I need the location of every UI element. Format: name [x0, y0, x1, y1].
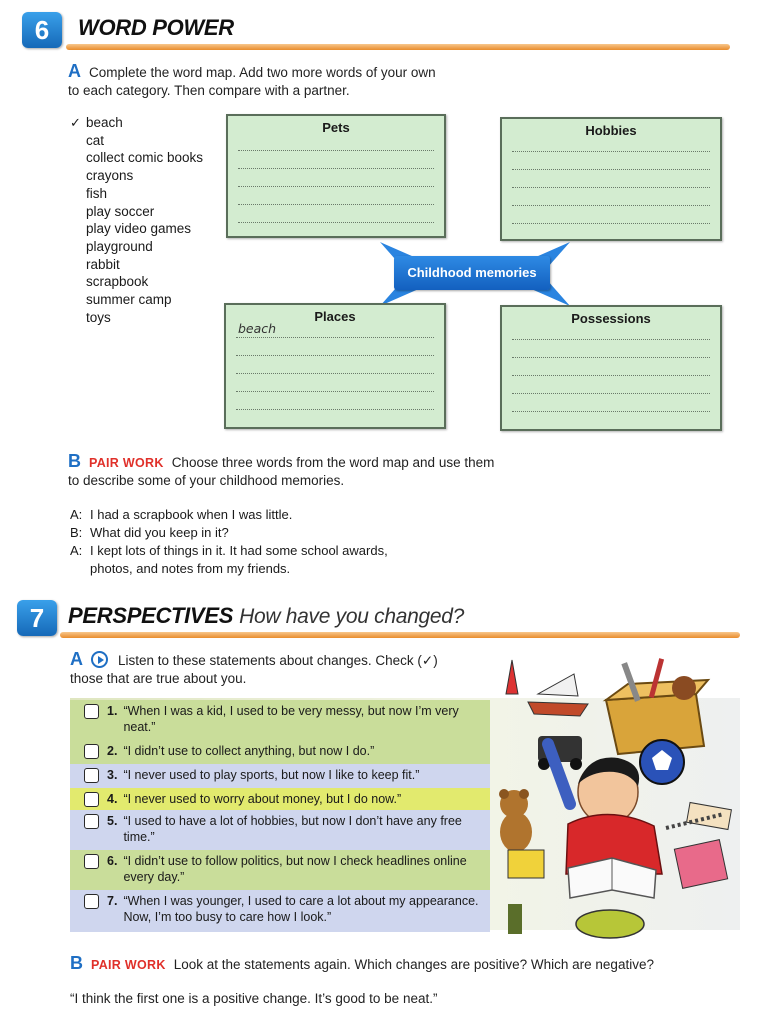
- statement-number: 6.: [107, 854, 118, 868]
- dialogue-line: B: What did you keep in it?: [70, 525, 229, 540]
- part-letter: B: [68, 451, 81, 471]
- dialogue-line: photos, and notes from my friends.: [90, 561, 291, 576]
- teddy-bear-icon: [499, 789, 532, 852]
- word-list-item: cat: [86, 132, 105, 148]
- write-line[interactable]: [238, 222, 434, 223]
- comic-books-icon: [674, 840, 727, 889]
- write-line[interactable]: [512, 375, 710, 376]
- instruction-line-1: Complete the word map. Add two more words of your own: [89, 65, 436, 80]
- word-list-item: playground: [86, 238, 153, 254]
- toy-soldier-icon: [508, 904, 522, 934]
- write-line[interactable]: [512, 411, 710, 412]
- part-letter: A: [68, 61, 81, 81]
- statement-text: “When I was a kid, I used to be very messy, but now I’m very neat.”: [123, 704, 459, 734]
- word-list: [70, 114, 204, 326]
- statement-number: 2.: [107, 744, 118, 758]
- statement-text: “I used to have a lot of hobbies, but now I don’t have any free time.”: [123, 814, 462, 844]
- dialogue-line: A: I had a scrapbook when I was little.: [70, 507, 293, 522]
- map-box-possessions: [500, 305, 722, 431]
- write-line[interactable]: [512, 187, 710, 188]
- statement-checkbox[interactable]: [84, 704, 99, 719]
- statement-item: [70, 764, 490, 788]
- instruction-line-2: those that are true about you.: [70, 671, 247, 686]
- section-7-title: [68, 603, 464, 629]
- statement-item: [70, 788, 490, 810]
- part-7b-instructions: [70, 954, 750, 974]
- rocket-icon: [506, 660, 518, 694]
- section-7-title-main: PERSPECTIVES: [68, 603, 234, 628]
- instruction-line-2: to describe some of your childhood memories.: [68, 473, 345, 488]
- word-list-item: play video games: [86, 221, 192, 237]
- statement-text: “I never used to play sports, but now I like to keep fit.”: [123, 768, 420, 782]
- handwritten-entry: beach: [238, 321, 277, 336]
- statement-text: “I didn’t use to follow politics, but now I check headlines online every day.”: [123, 854, 467, 884]
- statement-number: 5.: [107, 814, 118, 828]
- crayons-box-icon: [508, 850, 544, 878]
- part-letter: B: [70, 953, 83, 973]
- statement-number: 4.: [107, 792, 118, 806]
- part-letter: A: [70, 649, 83, 669]
- toy-car-icon: [576, 910, 644, 938]
- statement-list: [70, 700, 490, 932]
- statement-checkbox[interactable]: [84, 744, 99, 759]
- map-box-heading: Hobbies: [585, 123, 637, 138]
- statement-checkbox[interactable]: [84, 894, 99, 909]
- write-line[interactable]: [238, 150, 434, 151]
- write-line[interactable]: [236, 409, 434, 410]
- part-6b-instructions: [68, 452, 568, 490]
- audio-play-icon[interactable]: [91, 651, 108, 668]
- map-box-places: [224, 303, 446, 429]
- sailboat-icon: [528, 674, 588, 716]
- word-list-item: rabbit: [86, 256, 120, 272]
- write-line[interactable]: [236, 373, 434, 374]
- write-line[interactable]: [512, 357, 710, 358]
- statement-item: [70, 890, 490, 932]
- word-list-item: scrapbook: [86, 274, 149, 290]
- statement-checkbox[interactable]: [84, 768, 99, 783]
- word-list-item: crayons: [86, 168, 134, 184]
- write-line[interactable]: [238, 186, 434, 187]
- section-6-title: WORD POWER: [78, 15, 234, 40]
- write-line[interactable]: [512, 151, 710, 152]
- instruction-line-2: to each category. Then compare with a partner.: [68, 83, 350, 98]
- instruction-text: Look at the statements again. Which changes are positive? Which are negative?: [173, 957, 654, 972]
- word-list-item: play soccer: [86, 203, 155, 219]
- statement-checkbox[interactable]: [84, 792, 99, 807]
- example-dialogue: [70, 506, 388, 578]
- pair-work-tag: PAIR WORK: [91, 958, 166, 972]
- write-line[interactable]: [236, 391, 434, 392]
- statement-number: 3.: [107, 768, 118, 782]
- word-list-item: collect comic books: [86, 150, 204, 166]
- statement-item: [70, 810, 490, 850]
- word-list-item: toys: [86, 309, 111, 325]
- statement-number: 7.: [107, 894, 118, 908]
- section-6-rule: [66, 44, 730, 50]
- map-box-heading: Possessions: [571, 311, 651, 326]
- statement-text: “I never used to worry about money, but I do now.”: [123, 792, 402, 806]
- statement-checkbox[interactable]: [84, 814, 99, 829]
- check-icon: ✓: [70, 115, 81, 130]
- write-line[interactable]: [236, 337, 434, 338]
- statement-text: “When I was younger, I used to care a lot about my appearance. Now, I’m too busy to care how I look.”: [123, 894, 479, 924]
- instruction-line-1: Listen to these statements about changes. Check (✓): [118, 653, 438, 668]
- statement-item: [70, 850, 490, 890]
- map-box-pets: [226, 114, 446, 238]
- word-list-item: ✓ beach: [70, 115, 123, 130]
- write-line[interactable]: [512, 393, 710, 394]
- section-7-subtitle: How have you changed?: [239, 605, 464, 628]
- write-line[interactable]: [512, 339, 710, 340]
- write-line[interactable]: [236, 355, 434, 356]
- section-7-number: 7: [17, 600, 57, 636]
- write-line[interactable]: [238, 168, 434, 169]
- word-map-center-label: Childhood memories: [394, 256, 550, 290]
- part-6a-instructions: [68, 62, 508, 100]
- section-6-number: 6: [22, 12, 62, 48]
- map-box-heading: Pets: [322, 120, 350, 135]
- word-list-item: summer camp: [86, 292, 172, 308]
- word-list-item: fish: [86, 185, 108, 201]
- map-box-hobbies: [500, 117, 722, 241]
- statement-item: [70, 740, 490, 764]
- illustration-boy-with-toys: [478, 654, 746, 950]
- pair-work-tag: PAIR WORK: [89, 456, 164, 470]
- statement-text: “I didn’t use to collect anything, but now I do.”: [123, 744, 375, 758]
- statement-checkbox[interactable]: [84, 854, 99, 869]
- statement-item: [70, 700, 490, 740]
- write-line[interactable]: [512, 205, 710, 206]
- example-response: “I think the first one is a positive change. It’s good to be neat.”: [70, 991, 438, 1006]
- section-7-rule: [60, 632, 740, 638]
- write-line[interactable]: [238, 204, 434, 205]
- statement-number: 1.: [107, 704, 118, 718]
- part-7a-instructions: [70, 650, 490, 688]
- map-box-heading: Places: [314, 309, 356, 324]
- dialogue-line: A: I kept lots of things in it. It had some school awards,: [70, 543, 388, 558]
- instruction-line-1: Choose three words from the word map and use them: [171, 455, 495, 470]
- write-line[interactable]: [512, 169, 710, 170]
- write-line[interactable]: [512, 223, 710, 224]
